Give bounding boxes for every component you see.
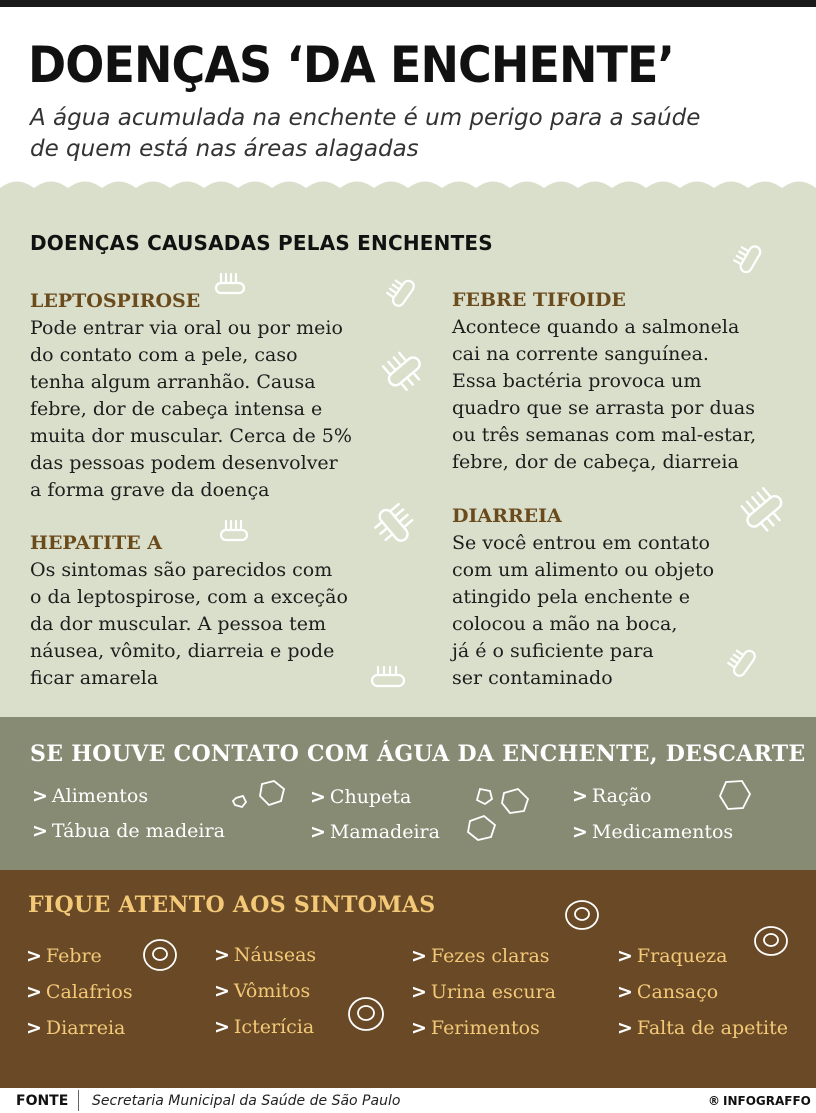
disease-name: FEBRE TIFOIDE (452, 289, 626, 311)
symptom-item (214, 1015, 314, 1039)
bacteria-icon (736, 483, 792, 539)
symptom-item (411, 980, 556, 1004)
symptom-label: Calafrios (45, 981, 133, 1003)
bacteria-icon (378, 345, 430, 397)
arrow-icon: > (617, 945, 633, 967)
arrow-icon: > (26, 1017, 42, 1039)
credit-label: INFOGRAFFO (723, 1094, 811, 1108)
symptom-item (26, 944, 102, 968)
description-line: muita dor muscular. Cerca de 5% (30, 425, 352, 447)
source-label: FONTE (16, 1093, 69, 1109)
credit (708, 1094, 811, 1108)
description-line: ou três semanas com mal-estar, (452, 424, 757, 446)
discard-section (0, 717, 816, 870)
discard-item-label: Medicamentos (591, 821, 734, 843)
top-rule (0, 0, 816, 7)
disease-febre-tifoide (452, 288, 802, 476)
cell-icon (141, 936, 179, 974)
description-line: Pode entrar via oral ou por meio (30, 317, 343, 339)
arrow-icon: > (310, 821, 326, 843)
disease-leptospirose (30, 289, 410, 504)
description-line: Os sintomas são parecidos com (30, 559, 333, 581)
discard-item (310, 820, 440, 844)
discard-heading: SE HOUVE CONTATO COM ÁGUA DA ENCHENTE, DESCARTE (30, 741, 806, 767)
description-line: febre, dor de cabeça, diarreia (452, 451, 739, 473)
arrow-icon: > (26, 981, 42, 1003)
description-line: Acontece quando a salmonela (452, 316, 740, 338)
symptom-item (26, 980, 133, 1004)
disease-description (30, 557, 410, 692)
symptom-item (411, 944, 550, 968)
bacteria-icon (383, 273, 423, 313)
discard-item (32, 819, 225, 843)
page-title: DOENÇAS ‘DA ENCHENTE’ (28, 36, 675, 94)
disease-name: DIARREIA (452, 505, 562, 527)
description-line: do contato com a pele, caso (30, 344, 298, 366)
diseases-heading: DOENÇAS CAUSADAS PELAS ENCHENTES (30, 231, 493, 255)
discard-item (572, 820, 733, 844)
description-line: ser contaminado (452, 667, 613, 689)
arrow-icon: > (32, 820, 48, 842)
arrow-icon: > (214, 1016, 230, 1038)
symptom-label: Vômitos (233, 980, 311, 1002)
bacteria-icon (210, 271, 250, 301)
discard-item-label: Tábua de madeira (51, 820, 225, 842)
symptom-label: Icterícia (233, 1016, 315, 1038)
description-line: Essa bactéria provoca um (452, 370, 702, 392)
symptom-label: Cansaço (636, 981, 719, 1003)
diseases-section (0, 195, 816, 717)
symptom-label: Diarreia (45, 1017, 126, 1039)
arrow-icon: > (411, 981, 427, 1003)
symptom-label: Fraqueza (636, 945, 728, 967)
symptom-item (214, 979, 310, 1003)
bacteria-icon (216, 517, 252, 549)
symptom-item (617, 1016, 788, 1040)
symptom-label: Fezes claras (430, 945, 550, 967)
description-line: Se você entrou em contato (452, 532, 710, 554)
header (0, 7, 816, 197)
discard-item (572, 784, 651, 808)
cell-icon (346, 994, 386, 1034)
description-line: atingido pela enchente e (452, 586, 691, 608)
virus-icon (228, 779, 290, 813)
virus-icon (462, 785, 534, 845)
symptom-item (617, 980, 718, 1004)
description-line: com um alimento ou objeto (452, 559, 715, 581)
discard-item (310, 785, 411, 809)
symptoms-section (0, 870, 816, 1088)
symptom-label: Náuseas (233, 944, 317, 966)
bacteria-icon (366, 665, 410, 693)
footer-divider (78, 1090, 79, 1111)
discard-item-label: Ração (591, 785, 652, 807)
description-line: ficar amarela (30, 667, 159, 689)
cell-icon (563, 896, 601, 934)
bacteria-icon (368, 499, 420, 551)
disease-description (30, 315, 410, 504)
description-line: colocou a mão na boca, (452, 613, 678, 635)
symptoms-heading: FIQUE ATENTO AOS SINTOMAS (28, 892, 436, 918)
description-line: tenha algum arranhão. Causa (30, 371, 316, 393)
disease-description (452, 314, 802, 476)
discard-item-label: Chupeta (329, 786, 412, 808)
arrow-icon: > (572, 821, 588, 843)
symptom-item (26, 1016, 125, 1040)
discard-item-label: Alimentos (51, 785, 149, 807)
description-line: o da leptospirose, com a exceção (30, 586, 348, 608)
description-line: a forma grave da doença (30, 479, 270, 501)
symptom-label: Ferimentos (430, 1017, 540, 1039)
symptom-label: Falta de apetite (636, 1017, 788, 1039)
description-line: da dor muscular. A pessoa tem (30, 613, 326, 635)
description-line: febre, dor de cabeça intensa e (30, 398, 323, 420)
symptom-item (411, 1016, 540, 1040)
arrow-icon: > (572, 785, 588, 807)
subtitle-line: A água acumulada na enchente é um perigo para a saúde (30, 105, 701, 131)
arrow-icon: > (617, 1017, 633, 1039)
description-line: já é o suficiente para (452, 640, 654, 662)
symptom-label: Febre (45, 945, 102, 967)
footer (0, 1088, 816, 1113)
virus-icon (716, 779, 756, 813)
registered-icon: ® (708, 1094, 720, 1108)
arrow-icon: > (26, 945, 42, 967)
arrow-icon: > (617, 981, 633, 1003)
source-text: Secretaria Municipal da Saúde de São Paulo (92, 1093, 401, 1109)
arrow-icon: > (32, 785, 48, 807)
arrow-icon: > (214, 980, 230, 1002)
bacteria-icon (728, 239, 772, 279)
disease-name: HEPATITE A (30, 532, 163, 554)
symptom-item (617, 944, 728, 968)
arrow-icon: > (310, 786, 326, 808)
bacteria-icon (724, 643, 764, 683)
arrow-icon: > (411, 1017, 427, 1039)
cell-icon (752, 922, 790, 960)
disease-name: LEPTOSPIROSE (30, 290, 201, 312)
description-line: quadro que se arrasta por duas (452, 397, 755, 419)
disease-hepatite-a (30, 531, 410, 692)
arrow-icon: > (411, 945, 427, 967)
symptom-item (214, 943, 316, 967)
discard-item-label: Mamadeira (329, 821, 440, 843)
description-line: das pessoas podem desenvolver (30, 452, 338, 474)
description-line: cai na corrente sanguínea. (452, 343, 709, 365)
arrow-icon: > (214, 944, 230, 966)
page-subtitle (30, 103, 720, 165)
description-line: náusea, vômito, diarreia e pode (30, 640, 335, 662)
symptom-label: Urina escura (430, 981, 556, 1003)
subtitle-line: de quem está nas áreas alagadas (30, 136, 419, 162)
discard-item (32, 784, 148, 808)
